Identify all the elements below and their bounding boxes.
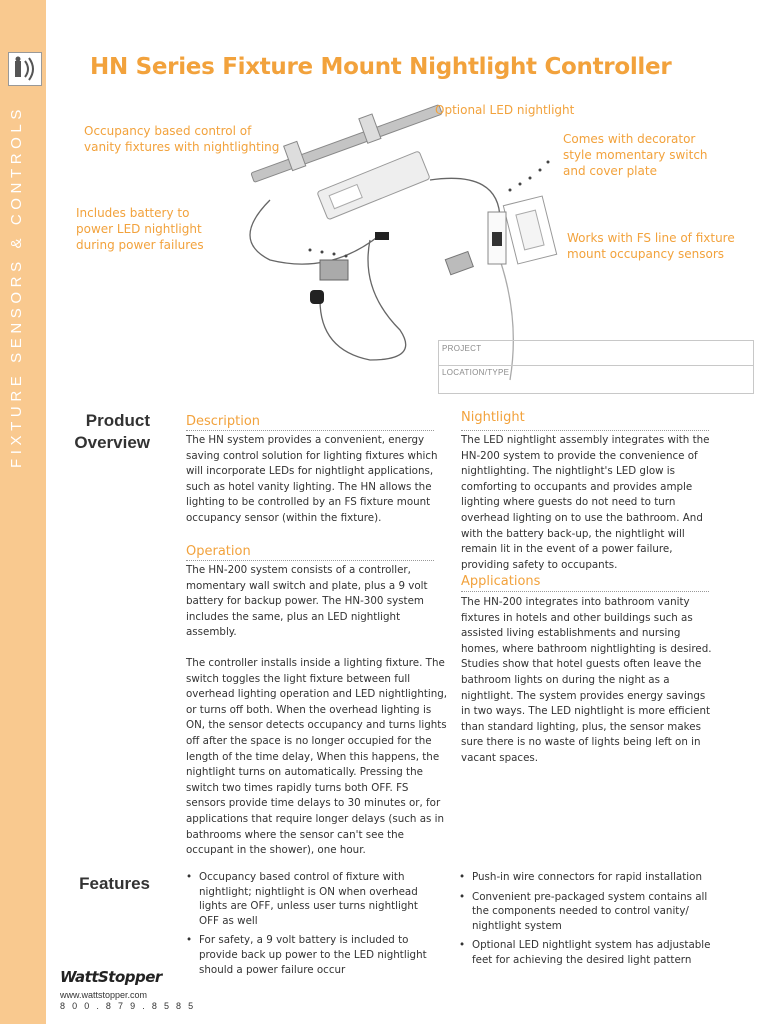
callout-optional-led: Optional LED nightlight	[435, 103, 575, 117]
wattstopper-logo: WattStopper	[60, 968, 162, 986]
divider	[186, 430, 434, 431]
section-heading-product-overview	[60, 410, 150, 454]
description-text	[186, 433, 446, 527]
callout-line: Comes with decorator	[563, 132, 696, 146]
divider	[461, 591, 709, 592]
paragraph: The HN-200 system consists of a controller, momentary wall switch and plate, plus a 9 volt battery for backup power. The HN-300 system includes the same, plus an LED nightlight assembly.	[186, 564, 428, 639]
list-item: • Optional LED nightlight system has adjustable feet for achieving the desired light pattern	[459, 938, 714, 967]
form-border	[438, 340, 439, 394]
callout-occupancy	[84, 123, 279, 155]
list-item: • For safety, a 9 volt battery is included to provide back up power to the LED nightlight should a power failure occur	[186, 933, 438, 977]
paragraph: The HN-200 integrates into bathroom vanity fixtures in hotels and other buildings such as assisted living establishments and nursing homes, where bathroom nightlighting is desired. Studies show that hotel guests often leave the bathroom lights on during the night as a nightlight. The system provides energy savings in two ways. The LED nightlight is more efficient than standard lighting, plus, the sensor makes sure there is no waste of lights being left on in vacant spaces.	[461, 596, 712, 764]
callout-fs-sensors	[567, 230, 735, 262]
callout-line: during power failures	[76, 238, 204, 252]
callout-battery	[76, 205, 204, 253]
website-link[interactable]: www.wattstopper.com	[60, 990, 148, 1000]
features-heading: Features	[79, 874, 150, 893]
nightlight-heading: Nightlight	[461, 410, 525, 425]
location-label: LOCATION/TYPE	[442, 368, 510, 377]
sidebar-vertical-label: FIXTURE SENSORS & CONTROLS	[8, 105, 25, 468]
heading-line: Overview	[74, 433, 150, 452]
operation-text	[186, 563, 448, 859]
callout-line: Includes battery to	[76, 206, 190, 220]
paragraph: The LED nightlight assembly integrates with the HN-200 system to provide the convenience of nightlighting. The nightlight's LED glow is comforting to occupants and provides ample lighting where guests do not need to turn overhead lighting on to use the bathroom. And with the battery back-up, the nightlight will remain lit in the event of a power failure, providing safety to occupants.	[461, 434, 710, 571]
project-field[interactable]	[438, 365, 754, 366]
description-heading: Description	[186, 414, 261, 429]
heading-line: Product	[85, 411, 150, 430]
applications-text	[461, 595, 713, 767]
form-border	[438, 340, 754, 341]
callout-line: mount occupancy sensors	[567, 247, 725, 261]
paragraph: The HN system provides a convenient, energy saving control solution for lighting fixtures which will incorporate LEDs for nightlight applications, such as hotel vanity lighting. The HN allows the lighting to be controlled by an FS fixture mount occupancy sensor (within the fixture).	[186, 434, 438, 524]
callout-line: Occupancy based control of	[84, 124, 252, 138]
applications-heading: Applications	[461, 574, 541, 589]
operation-heading: Operation	[186, 544, 251, 559]
page-title: HN Series Fixture Mount Nightlight Controller	[90, 54, 672, 80]
nightlight-text	[461, 433, 713, 573]
list-item: • Push-in wire connectors for rapid installation	[459, 870, 714, 885]
form-border	[753, 340, 754, 394]
callout-decorator-switch	[563, 131, 708, 179]
divider	[186, 560, 434, 561]
project-label: PROJECT	[442, 344, 482, 353]
callout-line: Works with FS line of fixture	[567, 231, 735, 245]
callout-line: and cover plate	[563, 164, 657, 178]
callout-line: style momentary switch	[563, 148, 708, 162]
callout-line: power LED nightlight	[76, 222, 202, 236]
callout-line: vanity fixtures with nightlighting	[84, 140, 280, 154]
brand-logo-icon	[8, 52, 42, 86]
divider	[461, 430, 709, 431]
paragraph: The controller installs inside a lighting fixture. The switch toggles the light fixture between full overhead lighting operation and LED nightlighting, or turns off both. When the overhead lighting is ON, the sensor detects occupancy and turns lights off after the space is no longer occupied for the length of the time delay, When this happens, the nightlight turns on automatically. Pressing the switch two times rapidly turns both OFF. FS sensors provide time delays to 30 minutes or, for applications that require longer delays (such as in bathrooms where the sensor can't see the occupant in the shower), one hour.	[186, 656, 448, 857]
list-item: • Convenient pre-packaged system contains all the components needed to control vanity/ nightlight system	[459, 890, 714, 934]
features-list-right	[459, 870, 714, 973]
phone-number: 8 0 0 . 8 7 9 . 8 5 8 5	[60, 1001, 196, 1011]
location-field[interactable]	[438, 393, 754, 394]
features-list-left	[186, 870, 438, 982]
list-item: • Occupancy based control of fixture with nightlight; nightlight is ON when overhead lights are OFF, unless user turns nightlight OFF as well	[186, 870, 438, 928]
